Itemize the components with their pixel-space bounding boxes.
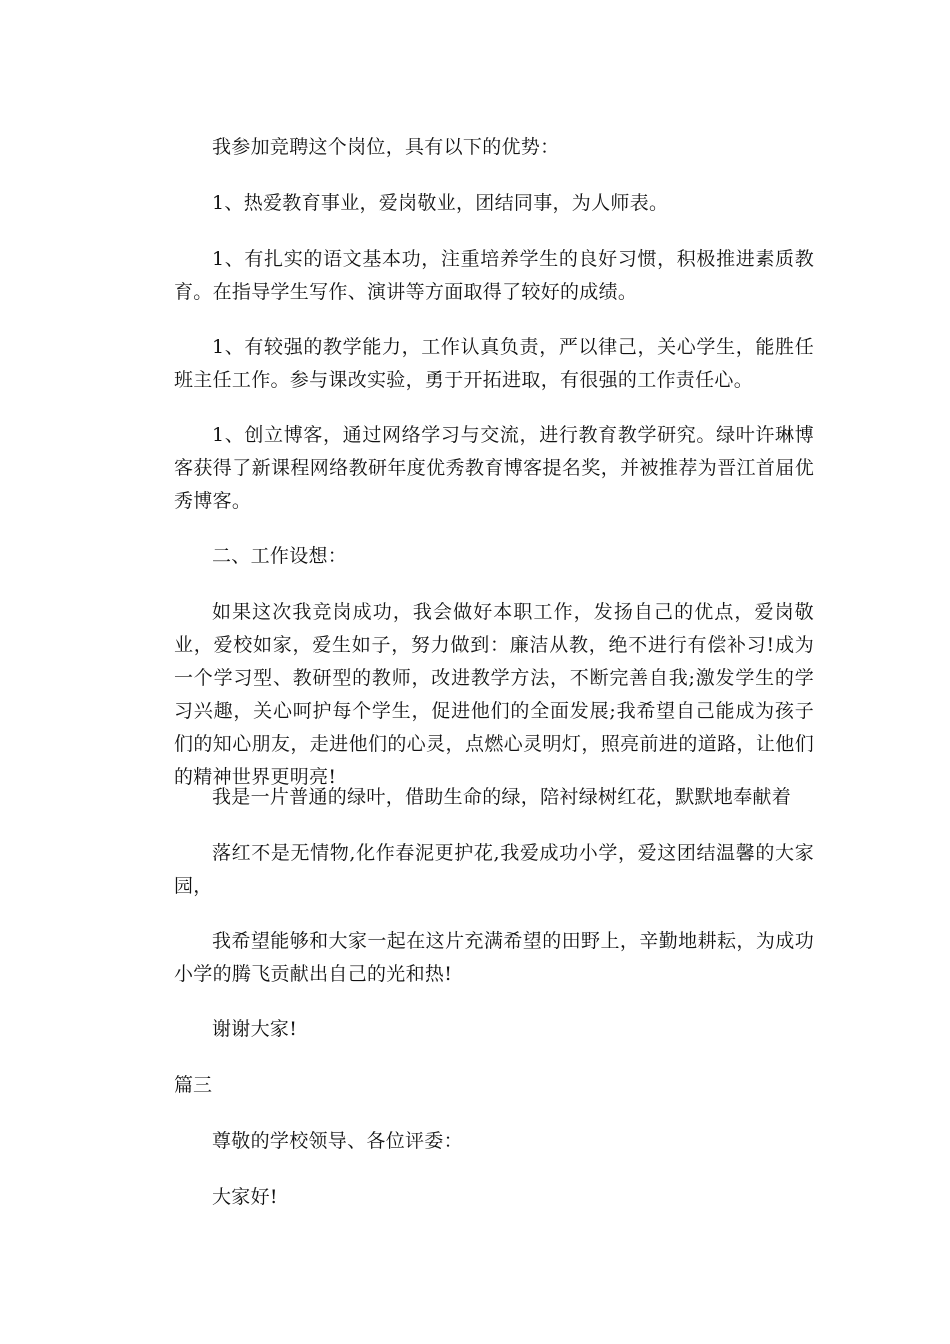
paragraph-advantage-1: 1、热爱教育事业，爱岗敬业，团结同事，为人师表。 xyxy=(212,192,669,214)
paragraph-greeting: 大家好! xyxy=(212,1186,278,1208)
paragraph-thanks: 谢谢大家! xyxy=(212,1018,298,1040)
paragraph-work-plan: 如果这次我竞岗成功，我会做好本职工作，发扬自己的优点，爱岗敬业，爱校如家，爱生如子，努力做到：廉洁从教，绝不进行有偿补习!成为一个学习型、教研型的教师，改进教学方法，不断完善自我;激发学生的学习兴趣，关心呵护每个学生，促进他们的全面发展;我希望自己能成为孩子们的知心朋友，走进他们的心灵，点燃心灵明灯，照亮前进的道路，让他们的精神世界更明亮! xyxy=(174,601,814,788)
paragraph-advantage-3: 1、有较强的教学能力，工作认真负责，严以律己，关心学生，能胜任班主任工作。参与课改实验，勇于开拓进取，有很强的工作责任心。 xyxy=(174,336,814,391)
paragraph-hope: 我希望能够和大家一起在这片充满希望的田野上，辛勤地耕耘，为成功小学的腾飞贡献出自己的光和热! xyxy=(174,930,814,985)
paragraph-advantage-2: 1、有扎实的语文基本功，注重培养学生的良好习惯，积极推进素质教育。在指导学生写作、演讲等方面取得了较好的成绩。 xyxy=(174,248,814,303)
paragraph-fallen-flowers: 落红不是无情物,化作春泥更护花,我爱成功小学，爱这团结温馨的大家园， xyxy=(174,842,814,897)
paragraph-salutation: 尊敬的学校领导、各位评委： xyxy=(212,1130,463,1152)
paragraph-green-leaf: 我是一片普通的绿叶，借助生命的绿，陪衬绿树红花，默默地奉献着 xyxy=(212,786,792,808)
section-title: 篇三 xyxy=(174,1074,213,1096)
paragraph-work-plan-heading: 二、工作设想： xyxy=(212,545,348,567)
paragraph-advantage-4: 1、创立博客，通过网络学习与交流，进行教育教学研究。绿叶许琳博客获得了新课程网络教研年度优秀教育博客提名奖，并被推荐为晋江首届优秀博客。 xyxy=(174,424,814,512)
paragraph-advantages-intro: 我参加竞聘这个岗位，具有以下的优势： xyxy=(212,136,560,158)
